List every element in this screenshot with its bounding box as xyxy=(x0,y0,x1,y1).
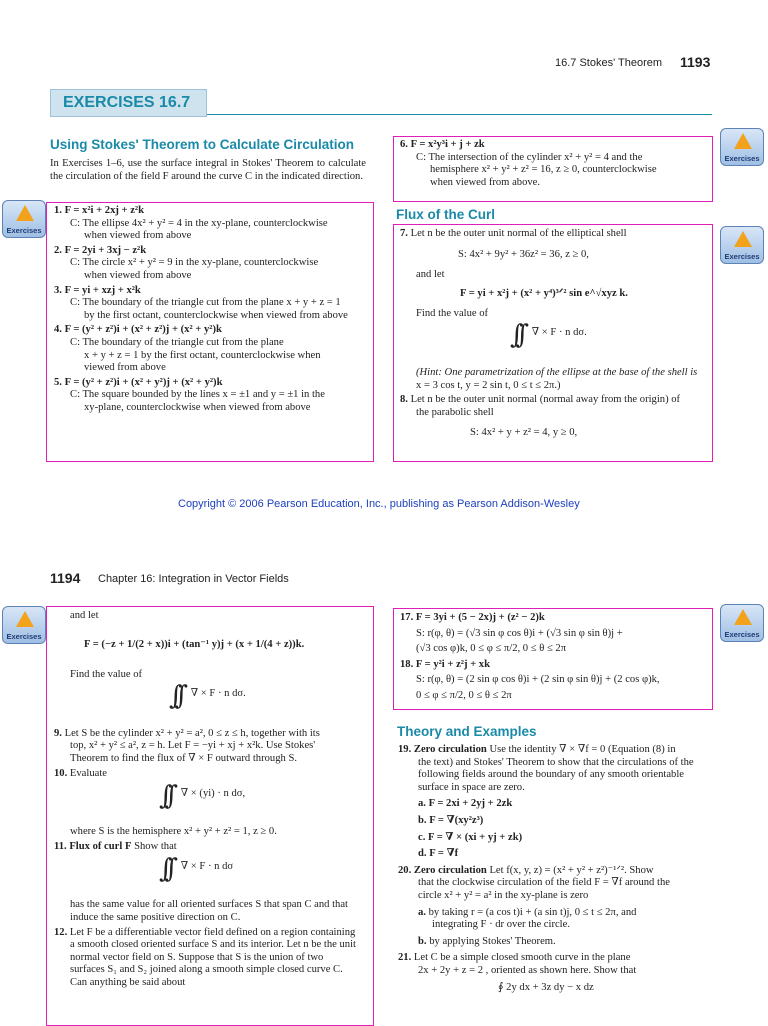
exercises-badge[interactable] xyxy=(720,128,764,166)
exercise-curve-cont: viewed from above xyxy=(84,362,166,374)
cone-icon xyxy=(16,611,34,627)
exercise-curve-cont: hemisphere x² + y² + z² = 16, z ≥ 0, counterclockwise xyxy=(430,164,657,176)
exercise-text: Show that xyxy=(134,840,177,852)
exercise-6 xyxy=(400,139,708,189)
exercise-text: the text) and Stokes' Theorem to show that the circulations of the xyxy=(418,756,694,768)
exercise-text: Use the identity ∇ × ∇f = 0 (Equation (8) in xyxy=(489,744,676,755)
exercise-number: 20. xyxy=(398,864,412,876)
page-number: 1193 xyxy=(680,54,711,70)
exercise-list-page2 xyxy=(54,610,368,990)
exercise-text: circle x² + y² = a² in the xy-plane is zero xyxy=(418,889,589,901)
cone-icon xyxy=(734,609,752,625)
badge-label: Exercises xyxy=(6,226,42,235)
exercise-item: 1. F = x²i + 2xj + z²k xyxy=(54,205,144,216)
hint-text: (Hint: One parametrization of the ellipse at the base of the shell is xyxy=(416,366,698,378)
part-label: d. xyxy=(418,848,427,860)
exercise-text: following fields around the boundary of any smooth orientable xyxy=(418,769,684,781)
part-text: F = ∇f xyxy=(429,848,459,860)
exercise-text: has the same value for all oriented surfaces S that span C and that xyxy=(70,899,348,911)
surface-integral xyxy=(400,319,708,357)
badge-label: Exercises xyxy=(724,252,760,261)
exercise-heading: Zero circulation xyxy=(413,864,487,876)
running-header: Chapter 16: Integration in Vector Fields xyxy=(98,573,289,585)
part-text: by applying Stokes' Theorem. xyxy=(429,935,556,947)
part-text: by taking r = (a cos t)i + (a sin t)j, 0 ≤ t ≤ 2π, and xyxy=(428,906,637,918)
double-integral-icon: ∫∫ xyxy=(510,319,522,350)
exercise-text: the parabolic shell xyxy=(416,406,494,418)
hint-text: x = 3 cos t, y = 2 sin t, 0 ≤ t ≤ 2π.) xyxy=(416,379,561,391)
exercise-number: 17. xyxy=(400,612,414,623)
exercise-curve: C: The boundary of the triangle cut from the plane x + y + z = 1 xyxy=(70,297,341,309)
exercise-text: Let C be a simple closed smooth curve in the plane xyxy=(413,952,631,964)
exercise-curve-cont: when viewed from above. xyxy=(430,176,541,188)
exercise-text: Let n be the outer unit normal (normal away from the origin) of xyxy=(410,394,681,406)
exercise-text: Find the value of xyxy=(416,308,489,320)
divider xyxy=(207,114,712,115)
part-text: F = 2xi + 2yj + 2zk xyxy=(428,798,513,810)
subsection-heading: Theory and Examples xyxy=(397,724,537,739)
double-integral-icon: ∫∫ xyxy=(159,781,171,812)
exercise-text: that the clockwise circulation of the field F = ∇f around the xyxy=(418,877,670,889)
exercise-number: 10. xyxy=(54,767,68,779)
exercise-curve: C: The ellipse 4x² + y² = 4 in the xy-plane, counterclockwise xyxy=(70,217,328,229)
exercise-text: top, x² + y² ≤ a², z = h. Let F = −yi + xj + x²k. Use Stokes' xyxy=(70,740,316,752)
surface-param: 0 ≤ φ ≤ π/2, 0 ≤ θ ≤ 2π xyxy=(416,689,512,701)
integrand: ∇ × F · n dσ. xyxy=(190,687,246,699)
exercise-curve-cont: xy-plane, counterclockwise when viewed from above xyxy=(84,401,311,413)
line-integral: ∮ 2y dx + 3z dy − x dz xyxy=(498,981,594,993)
part-label: a. xyxy=(418,798,426,810)
exercise-field: F = x²y³i + j + zk xyxy=(410,139,485,150)
exercise-text: a smooth closed oriented surface S and its interior. Let n be the unit xyxy=(70,939,356,951)
part-text: F = ∇(xy²z³) xyxy=(429,814,484,826)
exercise-7 xyxy=(400,228,708,440)
exercise-text: where S is the hemisphere x² + y² + z² = 1, z ≥ 0. xyxy=(70,826,277,838)
double-integral-icon: ∫∫ xyxy=(159,854,171,885)
exercises-title: EXERCISES 16.7 xyxy=(63,94,191,111)
subsection-heading: Flux of the Curl xyxy=(396,207,495,222)
exercise-number: 19. xyxy=(398,744,412,755)
part-text: integrating F · dr over the circle. xyxy=(432,919,570,931)
exercise-text: and let xyxy=(416,269,445,281)
cone-icon xyxy=(734,133,752,149)
exercise-19-21 xyxy=(398,744,714,994)
exercise-text: Theorem to find the flux of ∇ × F outward through S. xyxy=(70,752,297,764)
exercise-curve: C: The boundary of the triangle cut from the plane xyxy=(70,336,284,348)
surface-param: S: r(φ, θ) = (√3 sin φ cos θ)i + (√3 sin φ sin θ)j + xyxy=(416,627,623,639)
exercises-badge[interactable] xyxy=(720,226,764,264)
exercise-text: Can anything be said about xyxy=(70,976,186,988)
exercise-number: 9. xyxy=(54,727,62,739)
exercises-badge[interactable] xyxy=(2,200,46,238)
exercise-text: and let xyxy=(70,610,99,621)
integrand: ∇ × (yi) · n dσ, xyxy=(180,788,246,800)
exercise-text: Find the value of xyxy=(70,669,143,681)
surface-equation: S: 4x² + 9y² + 36z² = 36, z ≥ 0, xyxy=(458,248,589,260)
surface-equation: S: 4x² + y + z² = 4, y ≥ 0, xyxy=(470,427,578,439)
exercise-curve: C: The square bounded by the lines x = ±1 and y = ±1 in the xyxy=(70,389,325,401)
exercises-badge[interactable] xyxy=(2,606,46,644)
integrand: ∇ × F · n dσ xyxy=(180,861,234,873)
surface-param: (√3 cos φ)k, 0 ≤ φ ≤ π/2, 0 ≤ θ ≤ 2π xyxy=(416,643,567,655)
surface-integral xyxy=(54,854,368,891)
exercise-text: Evaluate xyxy=(69,767,107,779)
exercise-field: F = y²i + z²j + xk xyxy=(415,658,490,670)
field-equation: F = yi + x²j + (x² + y⁴)³ᐟ² sin e^√xyz k. xyxy=(460,287,628,299)
surface-param: S: r(φ, θ) = (2 sin φ cos θ)i + (2 sin φ sin θ)j + (2 cos φ)k, xyxy=(416,674,660,686)
exercise-curve-cont: when viewed from above xyxy=(84,269,192,281)
exercise-17-18 xyxy=(400,612,708,703)
exercise-curve-cont: x + y + z = 1 by the first octant, counterclockwise when xyxy=(84,349,321,361)
exercise-number: 21. xyxy=(398,952,412,964)
exercise-number: 18. xyxy=(400,658,414,670)
exercise-text: Let S be the cylinder x² + y² = a², 0 ≤ z ≤ h, together with its xyxy=(64,727,320,739)
exercise-text: surfaces S₁ and S₂ joined along a smooth simple closed curve C. xyxy=(70,964,343,976)
field-equation: F = (−z + 1/(2 + x))i + (tan⁻¹ y)j + (x + 1/(4 + z))k. xyxy=(84,638,305,650)
surface-integral xyxy=(54,680,368,718)
exercise-item: 5. F = (y² + z²)i + (x² + y²)j + (x² + y²)k xyxy=(54,376,223,388)
exercise-curve: C: The intersection of the cylinder x² + y² = 4 and the xyxy=(416,151,643,163)
part-label: b. xyxy=(418,814,427,826)
exercise-curve-cont: by the first octant, counterclockwise when viewed from above xyxy=(84,309,348,321)
cone-icon xyxy=(16,205,34,221)
badge-label: Exercises xyxy=(724,630,760,639)
exercise-item: 4. F = (y² + z²)i + (x² + z²)j + (x² + y²)k xyxy=(54,324,222,336)
exercise-text: Let n be the outer unit normal of the elliptical shell xyxy=(410,228,627,239)
exercises-banner xyxy=(50,89,207,117)
exercise-heading: Flux of curl F xyxy=(69,840,132,852)
part-label: a. xyxy=(418,906,426,918)
exercise-curve: C: The circle x² + y² = 9 in the xy-plane, counterclockwise xyxy=(70,257,319,269)
exercise-number: 7. xyxy=(400,228,408,239)
double-integral-icon: ∫∫ xyxy=(169,680,181,711)
exercise-number: 11. xyxy=(54,840,67,852)
exercise-text: surface in space are zero. xyxy=(418,781,525,793)
exercise-number: 6. xyxy=(400,139,408,150)
part-label: c. xyxy=(418,831,426,843)
exercise-text: Let f(x, y, z) = (x² + y² + z²)⁻¹ᐟ². Show xyxy=(489,864,654,876)
page-number: 1194 xyxy=(50,570,81,586)
exercise-heading: Zero circulation xyxy=(413,744,487,755)
surface-integral xyxy=(54,781,368,818)
exercise-item: 3. F = yi + xzj + x²k xyxy=(54,284,141,296)
exercise-number: 12. xyxy=(54,926,68,938)
exercise-text: Let F be a differentiable vector field defined on a region containing xyxy=(69,926,356,938)
subsection-heading: Using Stokes' Theorem to Calculate Circulation xyxy=(50,137,355,152)
cone-icon xyxy=(734,231,752,247)
exercise-list xyxy=(54,205,366,415)
exercise-text: 2x + 2y + z = 2 , oriented as shown here. Show that xyxy=(418,964,637,976)
exercise-text: normal vector field on S. Suppose that S is the union of two xyxy=(70,951,324,963)
part-label: b. xyxy=(418,935,427,947)
exercise-text: induce the same positive direction on C. xyxy=(70,911,241,923)
copyright-notice: Copyright © 2006 Pearson Education, Inc., publishing as Pearson Addison-Wesley xyxy=(178,498,580,510)
running-header: 16.7 Stokes' Theorem xyxy=(555,57,663,69)
integrand: ∇ × F · n dσ. xyxy=(531,326,587,338)
exercise-field: F = 3yi + (5 − 2x)j + (z² − 2)k xyxy=(415,612,545,623)
intro-paragraph: In Exercises 1–6, use the surface integral in Stokes' Theorem to calculate the circulation of the field F around the curve C in the indicated direction. xyxy=(50,158,366,182)
exercise-number: 8. xyxy=(400,394,408,406)
exercises-badge[interactable] xyxy=(720,604,764,642)
exercise-item: 2. F = 2yi + 3xj − z²k xyxy=(54,244,147,256)
badge-label: Exercises xyxy=(6,632,42,641)
exercise-curve-cont: when viewed from above xyxy=(84,230,192,242)
part-text: F = ∇ × (xi + yj + zk) xyxy=(428,831,523,843)
badge-label: Exercises xyxy=(724,154,760,163)
